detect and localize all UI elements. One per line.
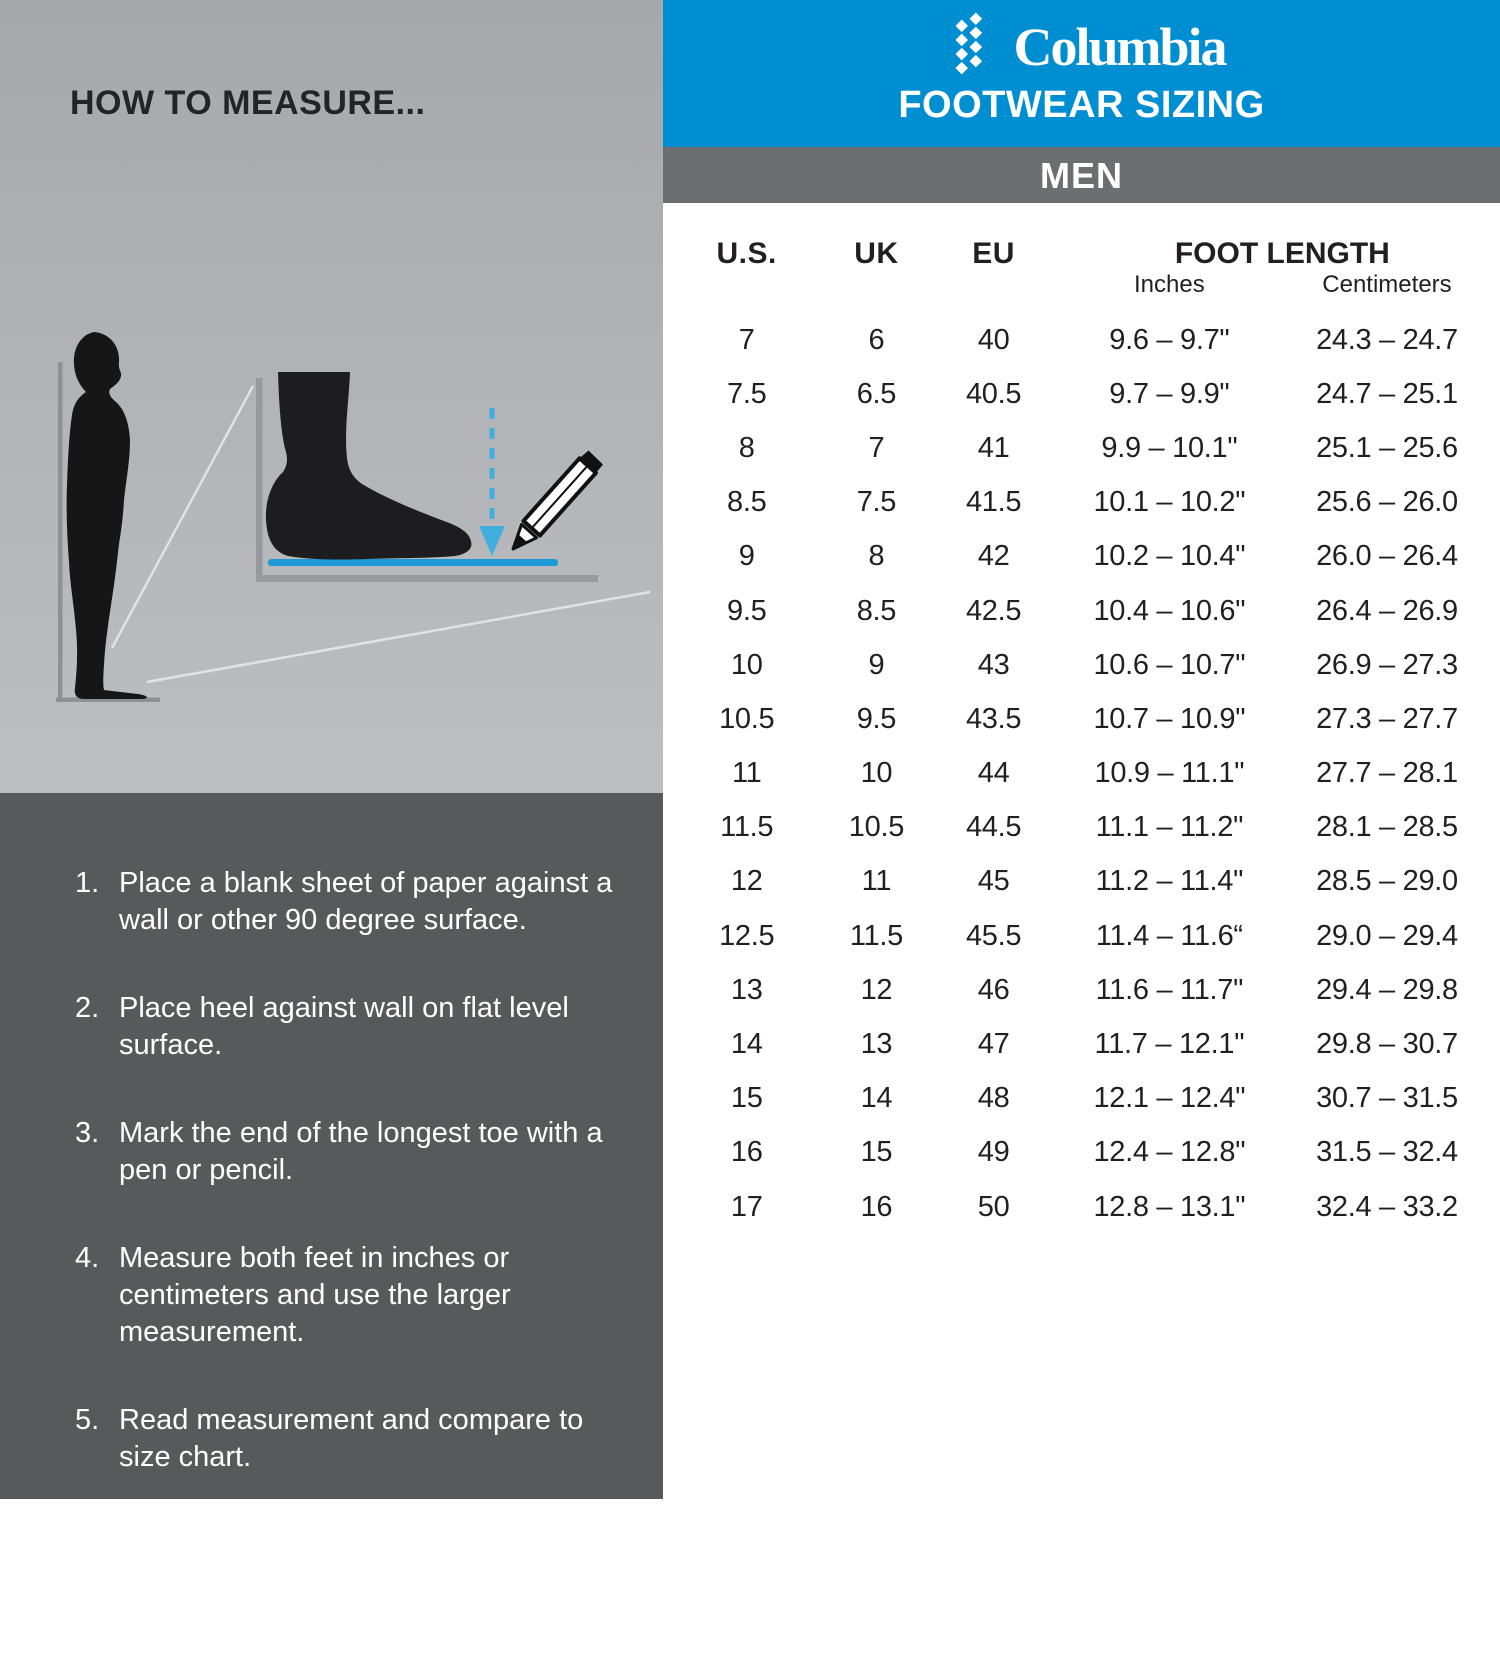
size-cell-inches: 11.7 – 12.1": [1094, 1028, 1245, 1061]
size-cell-inches: 10.1 – 10.2": [1093, 486, 1246, 519]
size-cell-us: 8.5: [726, 486, 767, 519]
instruction-text: Place a blank sheet of paper against a wall or other 90 degree surface.: [119, 867, 613, 936]
size-cell-uk: 9.5: [856, 702, 897, 735]
table-row: [663, 963, 1500, 1017]
table-row: [663, 421, 1500, 475]
size-cell-uk: 11: [861, 865, 892, 898]
size-cell-eu: 45: [977, 865, 1010, 898]
brand-header: [663, 0, 1500, 147]
foot-frame-wall-line: [256, 378, 263, 582]
foot-frame-floor-line: [256, 575, 598, 582]
instruction-item: [75, 990, 635, 1064]
table-row: [663, 476, 1500, 530]
size-cell-uk: 11.5: [849, 919, 903, 952]
foot-silhouette: [266, 372, 472, 560]
table-row: [663, 367, 1500, 421]
col-header-foot-length: FOOT LENGTH: [1174, 237, 1390, 270]
size-cell-uk: 15: [860, 1136, 893, 1169]
table-row: [663, 1017, 1500, 1071]
size-cell-us: 12: [730, 865, 763, 898]
instruction-item: [75, 1527, 635, 1675]
size-cell-eu: 40.5: [965, 377, 1022, 410]
size-cell-cm: 30.7 – 31.5: [1316, 1082, 1458, 1115]
subcol-header-inches: Inches: [1134, 271, 1205, 298]
size-cell-eu: 40: [977, 323, 1010, 356]
size-cell-eu: 41: [977, 431, 1010, 464]
instruction-item: [75, 1115, 635, 1189]
instruction-text: When comparing to the chart, use the closest larger measurement to determine your size per your country’s standard.: [119, 1529, 611, 1672]
size-cell-us: 10.5: [719, 702, 775, 735]
size-cell-cm: 25.6 – 26.0: [1316, 486, 1458, 519]
size-cell-us: 8: [738, 431, 755, 464]
size-table: [663, 203, 1500, 1234]
size-cell-eu: 44.5: [965, 811, 1022, 844]
size-cell-eu: 49: [977, 1136, 1010, 1169]
instruction-number: 6.: [75, 1529, 100, 1561]
size-cell-uk: 16: [860, 1190, 893, 1223]
table-row: [663, 692, 1500, 746]
pencil-icon: [513, 451, 603, 550]
size-cell-cm: 27.3 – 27.7: [1316, 702, 1458, 735]
how-to-measure-panel: [0, 0, 663, 1672]
page-title: HOW TO MEASURE...: [70, 84, 426, 122]
table-row: [663, 801, 1500, 855]
size-cell-inches: 10.2 – 10.4": [1093, 540, 1246, 573]
brand-row: [663, 0, 1500, 76]
instruction-number: 4.: [75, 1242, 100, 1274]
size-cell-uk: 9: [868, 648, 885, 681]
subcol-header-centimeters: Centimeters: [1322, 271, 1452, 298]
size-cell-us: 16: [730, 1136, 763, 1169]
size-cell-us: 13: [730, 973, 763, 1006]
size-cell-uk: 6.5: [856, 377, 897, 410]
size-cell-inches: 11.1 – 11.2": [1095, 811, 1244, 844]
table-row: [663, 584, 1500, 638]
brand-wordmark: Columbia: [1013, 17, 1226, 77]
paper-measure-line: [268, 559, 558, 566]
table-row: [663, 1072, 1500, 1126]
size-cell-us: 10: [730, 648, 763, 681]
table-header-row: [663, 237, 1500, 271]
size-cell-cm: 28.5 – 29.0: [1316, 865, 1458, 898]
size-cell-us: 9: [738, 540, 755, 573]
size-cell-inches: 9.6 – 9.7": [1109, 323, 1230, 356]
size-cell-inches: 11.6 – 11.7": [1095, 973, 1244, 1006]
size-cell-cm: 26.4 – 26.9: [1316, 594, 1458, 627]
size-cell-cm: 29.4 – 29.8: [1316, 973, 1458, 1006]
size-cell-us: 17: [730, 1190, 763, 1223]
size-cell-uk: 12: [860, 973, 893, 1006]
size-cell-inches: 12.4 – 12.8": [1093, 1136, 1246, 1169]
table-row: [663, 909, 1500, 963]
instruction-text: Mark the end of the longest toe with a pen or pencil.: [119, 1117, 603, 1186]
header-title: FOOTWEAR SIZING: [898, 84, 1265, 126]
size-cell-cm: 25.1 – 25.6: [1316, 431, 1458, 464]
table-row: [663, 747, 1500, 801]
instruction-item: [75, 1402, 635, 1476]
size-cell-uk: 14: [860, 1082, 893, 1115]
instruction-number: 1.: [75, 867, 100, 899]
size-cell-eu: 42: [977, 540, 1010, 573]
size-cell-uk: 10: [860, 757, 893, 790]
table-row: [663, 1180, 1500, 1234]
size-cell-us: 12.5: [719, 919, 775, 952]
size-cell-uk: 7.5: [856, 486, 897, 519]
size-cell-us: 14: [730, 1028, 763, 1061]
size-cell-us: 7.5: [726, 377, 767, 410]
instruction-number: 2.: [75, 992, 100, 1024]
instruction-item: [75, 865, 635, 939]
instruction-number: 5.: [75, 1404, 100, 1436]
size-cell-cm: 28.1 – 28.5: [1316, 811, 1458, 844]
size-cell-eu: 50: [977, 1190, 1010, 1223]
size-cell-uk: 8.5: [856, 594, 897, 627]
size-cell-inches: 12.8 – 13.1": [1093, 1190, 1246, 1223]
instruction-text: Place heel against wall on flat level surface.: [119, 992, 569, 1061]
size-cell-eu: 43: [977, 648, 1010, 681]
col-header-uk: UK: [854, 237, 899, 270]
size-cell-us: 9.5: [726, 594, 767, 627]
section-header-men: MEN: [663, 147, 1500, 203]
measure-down-arrow: [479, 408, 505, 556]
size-cell-eu: 41.5: [965, 486, 1022, 519]
instructions-list: [75, 865, 635, 1675]
instructions-panel: [0, 793, 663, 1672]
size-cell-inches: 10.7 – 10.9": [1093, 702, 1246, 735]
size-cell-uk: 6: [868, 323, 885, 356]
col-header-us: U.S.: [716, 237, 777, 270]
col-header-eu: EU: [972, 237, 1015, 270]
size-cell-us: 7: [738, 323, 755, 356]
size-cell-eu: 45.5: [965, 919, 1022, 952]
size-cell-cm: 24.3 – 24.7: [1316, 323, 1458, 356]
size-cell-inches: 10.9 – 11.1": [1094, 757, 1245, 790]
size-cell-eu: 46: [977, 973, 1010, 1006]
size-table-body: [663, 313, 1500, 1234]
instruction-text: Measure both feet in inches or centimeters and use the larger measurement.: [119, 1242, 511, 1348]
size-cell-cm: 27.7 – 28.1: [1316, 757, 1458, 790]
size-cell-inches: 9.7 – 9.9": [1109, 377, 1230, 410]
size-cell-uk: 7: [868, 431, 885, 464]
size-cell-cm: 26.9 – 27.3: [1316, 648, 1458, 681]
table-row: [663, 530, 1500, 584]
columbia-logo-icon: [937, 18, 999, 76]
size-cell-uk: 10.5: [848, 811, 905, 844]
size-cell-us: 11: [731, 757, 762, 790]
size-cell-cm: 29.8 – 30.7: [1316, 1028, 1458, 1061]
wall-line: [58, 362, 63, 702]
size-cell-us: 11.5: [720, 811, 774, 844]
size-cell-inches: 9.9 – 10.1": [1101, 431, 1238, 464]
size-cell-cm: 32.4 – 33.2: [1316, 1190, 1458, 1223]
size-cell-cm: 31.5 – 32.4: [1316, 1136, 1458, 1169]
measurement-illustration: [0, 300, 663, 800]
size-cell-inches: 11.4 – 11.6“: [1095, 919, 1243, 952]
size-cell-eu: 47: [977, 1028, 1010, 1061]
size-cell-inches: 10.4 – 10.6": [1093, 594, 1246, 627]
table-row: [663, 638, 1500, 692]
size-cell-inches: 11.2 – 11.4": [1095, 865, 1244, 898]
size-cell-inches: 12.1 – 12.4": [1093, 1082, 1246, 1115]
size-cell-cm: 29.0 – 29.4: [1316, 919, 1458, 952]
instruction-number: 3.: [75, 1117, 100, 1149]
table-row: [663, 313, 1500, 367]
size-cell-cm: 24.7 – 25.1: [1316, 377, 1458, 410]
instruction-item: [75, 1240, 635, 1351]
size-cell-eu: 44: [977, 757, 1010, 790]
size-cell-uk: 8: [868, 540, 885, 573]
table-subheader-row: [663, 271, 1500, 301]
size-cell-eu: 43.5: [965, 702, 1022, 735]
size-cell-eu: 42.5: [965, 594, 1022, 627]
size-cell-uk: 13: [860, 1028, 893, 1061]
instruction-text: Read measurement and compare to size chart.: [119, 1404, 584, 1473]
table-row: [663, 1126, 1500, 1180]
size-cell-us: 15: [730, 1082, 763, 1115]
person-silhouette: [67, 332, 147, 699]
table-row: [663, 855, 1500, 909]
size-cell-inches: 10.6 – 10.7": [1093, 648, 1246, 681]
size-cell-eu: 48: [977, 1082, 1010, 1115]
size-cell-cm: 26.0 – 26.4: [1316, 540, 1458, 573]
